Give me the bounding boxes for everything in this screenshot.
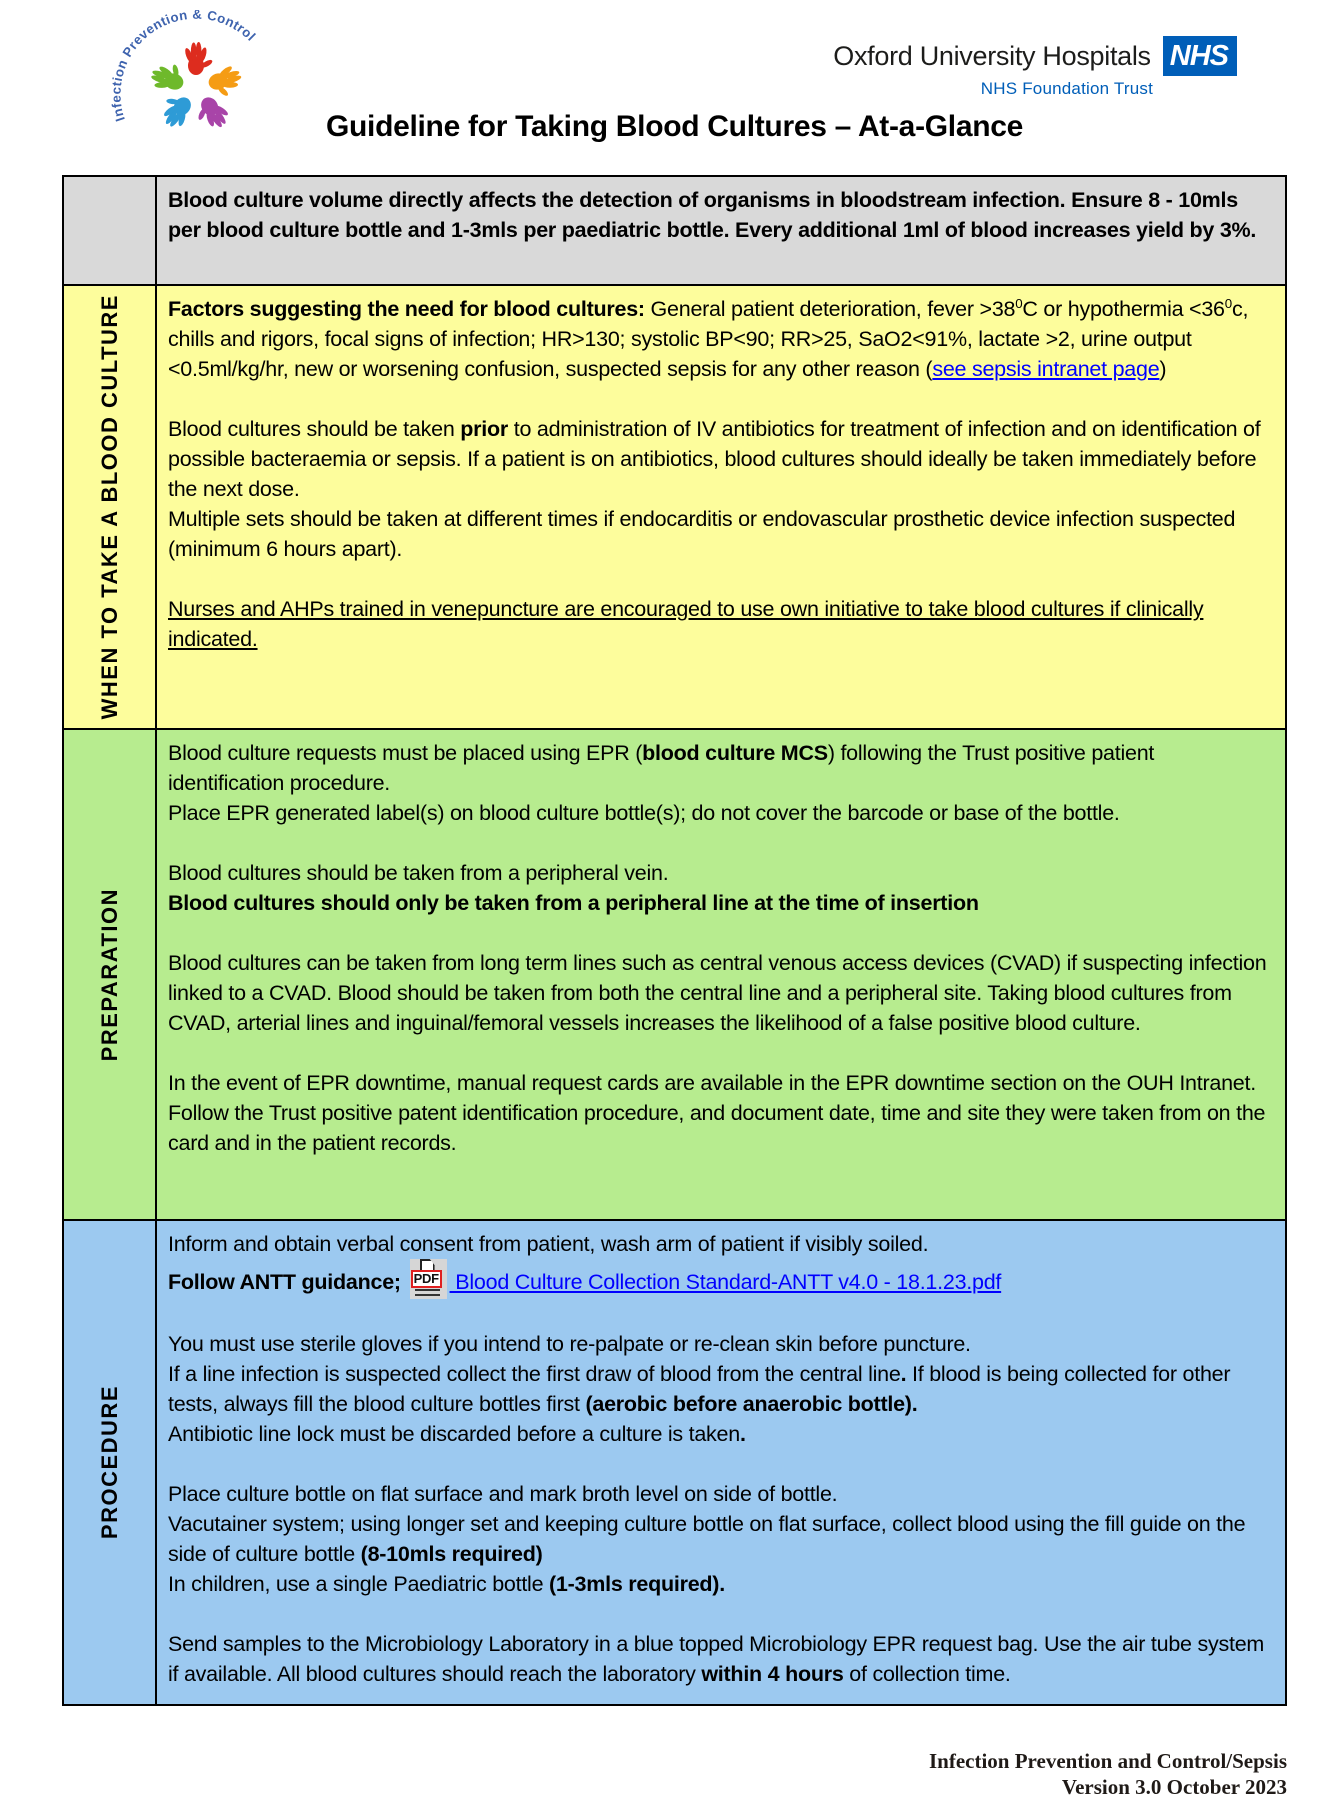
procedure-content [157, 1221, 1285, 1704]
paediatric-bottle-paragraph: In children, use a single Paediatric bottle (1-3mls required). [168, 1572, 725, 1596]
procedure-label: PROCEDURE [96, 1385, 122, 1540]
antt-pdf-link[interactable]: Blood Culture Collection Standard-ANTT v4.0 - 18.1.23.pdf [449, 1270, 1002, 1294]
multiple-sets-paragraph: Multiple sets should be taken at different times if endocarditis or endovascular prosthetic device infection suspected (minimum 6 hours apart). [168, 507, 1236, 561]
prior-to-antibiotics-paragraph: Blood cultures should be taken prior to administration of IV antibiotics for treatment of infection and on identification of possible bacteraemia or sepsis. If a patient is on antibiotics, blood cultures should ideally be taken immediately before the next dose. [168, 417, 1261, 501]
when-to-take-label: WHEN TO TAKE A BLOOD CULTURE [96, 294, 122, 720]
line-infection-paragraph: If a line infection is suspected collect the first draw of blood from the central line. If blood is being collected for other tests, always fill the blood culture bottles first (aerobic before anaerobic bottle). [168, 1362, 1231, 1416]
paragraph-spacer [168, 1299, 1271, 1329]
when-to-take-label-cell [64, 286, 157, 728]
organisation-name: Oxford University Hospitals [833, 40, 1151, 71]
paragraph-spacer [168, 564, 1271, 594]
paragraph-spacer [168, 1449, 1271, 1479]
section-row-when-to-take [64, 284, 1285, 728]
page-title: Guideline for Taking Blood Cultures – At-a-Glance [325, 110, 1024, 143]
header-row-label-cell [64, 177, 157, 284]
epr-downtime-paragraph: In the event of EPR downtime, manual request cards are available in the EPR downtime section on the OUH Intranet. Follow the Trust positive patent identification procedure, and document date, time and site they were taken from on the card and in the patient records. [168, 1071, 1266, 1155]
volume-statement: Blood culture volume directly affects the detection of organisms in bloodstream infection. Ensure 8 - 10mls per blood culture bottle and 1-3mls per paediatric bottle. Every additional 1ml of blood increases yield by 3%. [168, 188, 1257, 242]
preparation-content [157, 730, 1285, 1219]
paragraph-spacer [168, 918, 1271, 948]
document-footer [929, 1748, 1287, 1800]
paragraph-spacer [168, 1599, 1271, 1629]
paragraph-spacer [168, 828, 1271, 858]
pdf-file-icon[interactable]: PDF [410, 1259, 447, 1299]
factors-paragraph: Factors suggesting the need for blood cultures: General patient deterioration, fever $>38^0C$ or hypothermia $<36^0c$, chills and rigors, focal signs of infection; HR>130; systolic BP<90; RR>25, SaO2<91%, lactate >2, urine output <0.5ml/kg/hr, new or worsening confusion, suspected sepsis for any other reason (see sepsis intranet page) [168, 295, 1249, 381]
sepsis-intranet-link[interactable]: see sepsis intranet page [932, 357, 1160, 381]
paragraph-spacer [168, 384, 1271, 414]
broth-level-paragraph: Place culture bottle on flat surface and mark broth level on side of bottle. [168, 1482, 838, 1506]
consent-paragraph: Inform and obtain verbal consent from patient, wash arm of patient if visibly soiled. [168, 1232, 929, 1256]
guideline-table [62, 175, 1287, 1706]
epr-label-paragraph: Place EPR generated label(s) on blood culture bottle(s); do not cover the barcode or base of the bottle. [168, 801, 1120, 825]
header-row-content [157, 177, 1285, 284]
section-row-preparation [64, 728, 1285, 1219]
peripheral-line-paragraph: Blood cultures should only be taken from a peripheral line at the time of insertion [168, 891, 979, 915]
antt-guidance-paragraph: Follow ANTT guidance; PDF Blood Culture Collection Standard-ANTT v4.0 - 18.1.23.pdf [168, 1259, 1271, 1299]
trust-name: NHS Foundation Trust [980, 79, 1153, 98]
nhs-header [833, 36, 1237, 99]
section-row-procedure [64, 1219, 1285, 1704]
cvad-paragraph: Blood cultures can be taken from long term lines such as central venous access devices (CVAD) if suspecting infection linked to a CVAD. Blood should be taken from both the central line and a peripheral site. Taking blood cultures from CVAD, arterial lines and inguinal/femoral vessels increases the likelihood of a false positive blood culture. [168, 951, 1267, 1035]
nhs-logo: NHS [1163, 36, 1237, 76]
nurses-ahps-paragraph: Nurses and AHPs trained in venepuncture are encouraged to use own initiative to take blood cultures if clinically indicated. [168, 597, 1204, 651]
ipc-logo-arc-text: Infection Prevention & Control [108, 10, 259, 124]
antibiotic-lock-paragraph: Antibiotic line lock must be discarded before a culture is taken. [168, 1422, 746, 1446]
preparation-label: PREPARATION [96, 887, 122, 1062]
epr-request-paragraph: Blood culture requests must be placed using EPR (blood culture MCS) following the Trust positive patient identification procedure. [168, 741, 1155, 795]
footer-department: Infection Prevention and Control/Sepsis [928, 1749, 1287, 1773]
peripheral-vein-paragraph: Blood cultures should be taken from a peripheral vein. [168, 861, 669, 885]
when-to-take-content [157, 286, 1285, 728]
procedure-label-cell [64, 1221, 157, 1704]
send-samples-paragraph: Send samples to the Microbiology Laboratory in a blue topped Microbiology EPR request bag. Use the air tube system if available. All blood cultures should reach the laboratory within 4 hours of collection time. [168, 1632, 1265, 1686]
preparation-label-cell [64, 730, 157, 1219]
vacutainer-paragraph: Vacutainer system; using longer set and keeping culture bottle on flat surface, collect blood using the fill guide on the side of culture bottle (8-10mls required) [168, 1512, 1246, 1566]
footer-version: Version 3.0 October 2023 [1061, 1775, 1287, 1799]
header-row [64, 177, 1285, 284]
paragraph-spacer [168, 1038, 1271, 1068]
sterile-gloves-paragraph: You must use sterile gloves if you intend to re-palpate or re-clean skin before puncture. [168, 1332, 971, 1356]
